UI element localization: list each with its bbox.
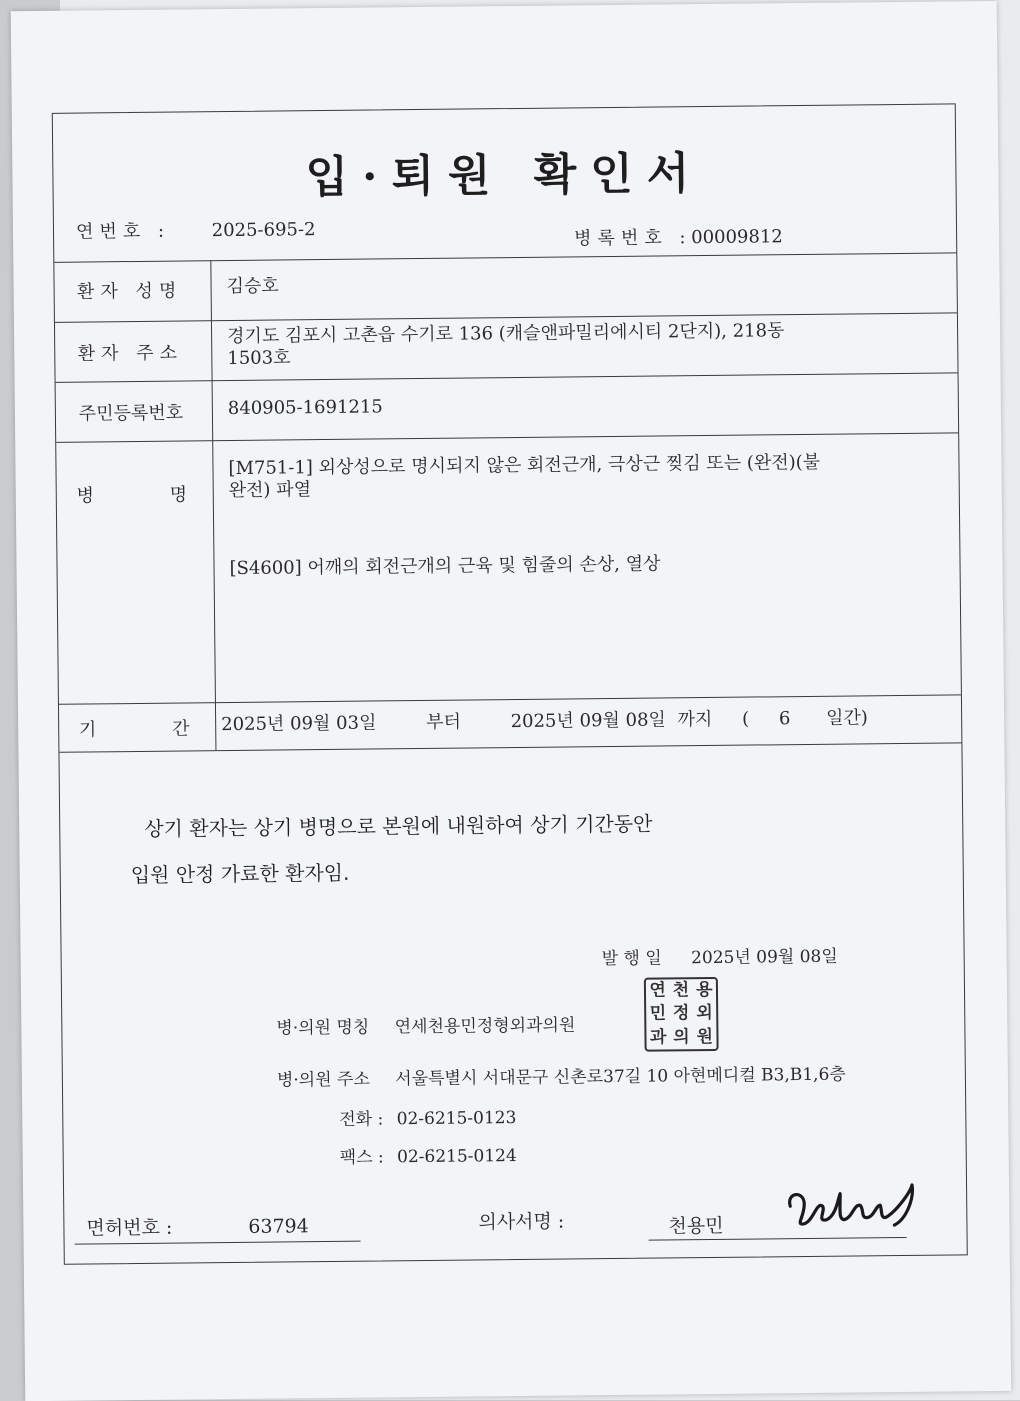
seal-char: 민: [649, 1003, 667, 1024]
record-value: : 00009812: [679, 226, 783, 249]
diagnosis-label-a: 병: [76, 485, 95, 507]
hospital-name-label: 병·의원 명칭: [276, 1017, 370, 1039]
patient-address-label: 환자 주소: [77, 342, 184, 365]
issue-date: [601, 942, 837, 969]
address-line-1: 경기도 김포시 고촌읍 수기로 136 (캐슬앤파밀리에시티 2단지), 218동: [227, 320, 785, 348]
period-label-b: 간: [171, 718, 190, 740]
period-start: 2025년 09월 03일: [221, 712, 377, 736]
period-open-paren: (: [742, 708, 750, 730]
hospital-seal: [644, 977, 719, 1052]
hospital-address-label: 병·의원 주소: [276, 1069, 370, 1091]
hospital-phone: [339, 1103, 516, 1130]
seal-char: 천: [672, 980, 690, 1001]
statement-line-2: 입원 안정 가료한 환자임.: [130, 860, 350, 888]
hospital-address: [277, 1060, 846, 1091]
seal-char: 외: [696, 1003, 713, 1024]
diagnosis-label: [57, 480, 207, 508]
table-line: [59, 694, 961, 704]
diagnosis-1: [228, 450, 952, 502]
diagnosis-2: [S4600] 어깨의 회전근개의 근육 및 힘줄의 손상, 열상: [229, 553, 661, 580]
serial-label: 연번호 :: [75, 220, 171, 243]
fax-value: 02-6215-0124: [397, 1146, 517, 1168]
period-label-a: 기: [78, 719, 97, 741]
seal-char: 의: [673, 1026, 690, 1048]
period-end: 2025년 09월 08일: [510, 709, 666, 733]
hospital-fax: [340, 1141, 517, 1168]
certificate-form: [52, 103, 968, 1264]
issue-label: 발 행 일: [601, 948, 662, 970]
issue-value: 2025년 09월 08일: [691, 946, 838, 969]
seal-char: 과: [649, 1027, 667, 1048]
period-label: [59, 714, 209, 742]
fax-label: 팩스 :: [339, 1147, 384, 1168]
phone-label: 전화 :: [339, 1109, 384, 1130]
document-page: [11, 1, 1012, 1401]
period-from: 부터: [426, 711, 462, 733]
diagnosis-1-line-2: 완전) 파열: [228, 479, 312, 502]
hospital-name: [276, 1010, 575, 1038]
record-label: 병록번호: [574, 227, 668, 250]
serial-number: [76, 215, 316, 244]
table-line: [56, 372, 958, 382]
address-line-2: 1503호: [227, 347, 291, 370]
patient-address-value: [227, 318, 951, 370]
license-label: 면허번호 :: [86, 1216, 173, 1240]
seal-char: 연: [649, 980, 666, 1001]
resident-number-value: 840905-1691215: [227, 396, 383, 420]
serial-value: 2025-695-2: [211, 219, 316, 242]
seal-char: 원: [696, 1026, 714, 1047]
period-days: 6: [778, 708, 791, 730]
license-value: 63794: [248, 1215, 309, 1238]
diagnosis-label-b: 명: [169, 484, 188, 506]
resident-number-label: 주민등록번호: [78, 402, 184, 425]
table-divider: [210, 260, 216, 750]
table-line: [56, 432, 958, 442]
period-value: [221, 706, 955, 736]
seal-char: 정: [672, 1003, 690, 1024]
statement-line-1: 상기 환자는 상기 병명으로 본원에 내원하여 상기 기간동안: [144, 811, 653, 841]
diagnosis-1-line-1: [M751-1] 외상성으로 명시되지 않은 회전근개, 극상근 찢김 또는 (완전)(불: [228, 451, 821, 480]
table-line: [59, 742, 961, 752]
license-underline: [75, 1241, 361, 1245]
hospital-name-value: 연세천용민정형외과의원: [394, 1015, 576, 1038]
patient-name-value: 김승호: [226, 275, 279, 298]
doctor-signature-label: 의사서명 :: [478, 1210, 565, 1234]
record-number: [574, 222, 783, 250]
phone-value: 02-6215-0123: [396, 1108, 517, 1130]
patient-name-label: 환자 성명: [76, 280, 183, 303]
table-line: [54, 252, 956, 262]
seal-char: 용: [695, 979, 713, 1001]
document-title: 입·퇴원 확인서: [305, 148, 704, 204]
hospital-address-value: 서울특별시 서대문구 신촌로37길 10 아현메디컬 B3,B1,6층: [395, 1064, 846, 1090]
doctor-name: 천용민: [668, 1214, 724, 1238]
license-number: [86, 1211, 309, 1240]
signature-scribble-icon: [782, 1175, 923, 1236]
period-days-suffix: 일간): [825, 707, 868, 729]
period-until: 까지: [677, 708, 713, 731]
